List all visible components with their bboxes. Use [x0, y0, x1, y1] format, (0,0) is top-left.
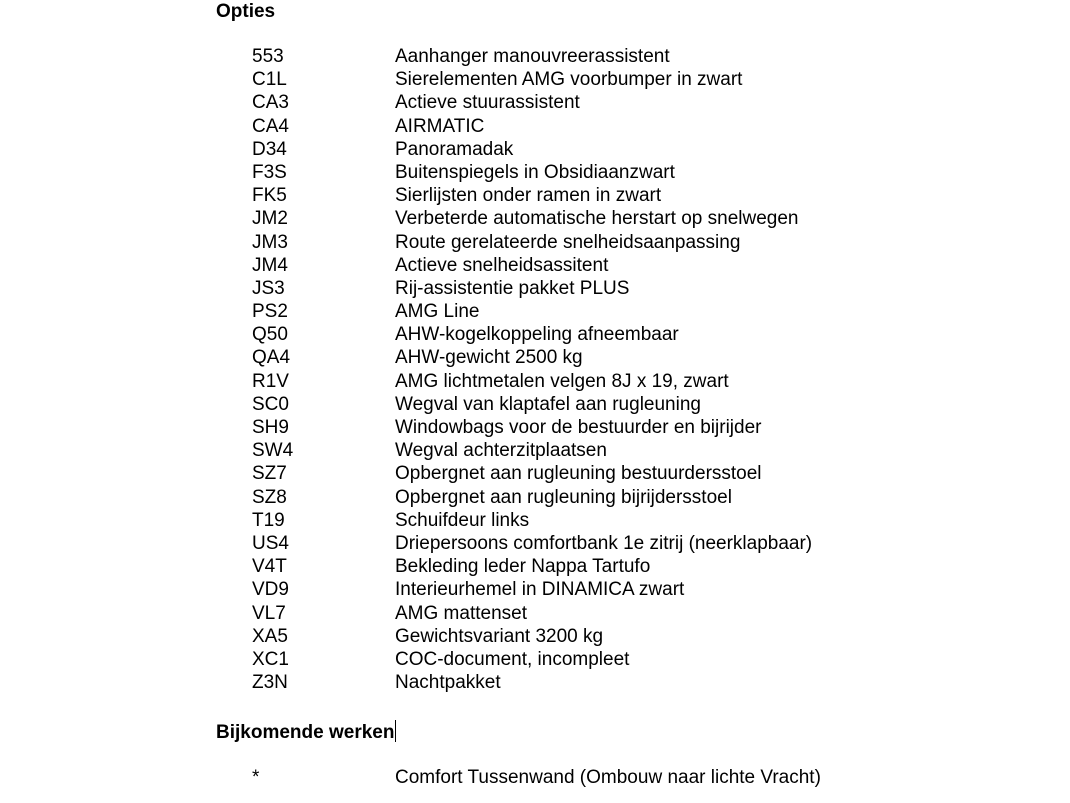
option-code: D34 [252, 138, 287, 160]
option-description: Driepersoons comfortbank 1e zitrij (neerklapbaar) [395, 532, 813, 554]
option-code: Q50 [252, 324, 288, 346]
option-description: Comfort Tussenwand (Ombouw naar lichte Vracht) [395, 767, 821, 788]
option-code: JM3 [252, 231, 288, 253]
option-description: Route gerelateerde snelheidsaanpassing [395, 231, 741, 253]
option-description: Sierlijsten onder ramen in zwart [395, 185, 662, 207]
option-code: XC1 [252, 648, 289, 670]
option-code: VD9 [252, 579, 289, 601]
option-code: JS3 [252, 277, 285, 299]
option-description: Sierelementen AMG voorbumper in zwart [395, 69, 743, 91]
option-code: CA3 [252, 92, 289, 114]
option-code: XA5 [252, 625, 288, 647]
option-code: QA4 [252, 347, 291, 369]
option-code: JM2 [252, 208, 288, 230]
option-code: CA4 [252, 115, 289, 137]
option-code: SZ7 [252, 463, 287, 485]
option-description: Nachtpakket [395, 672, 501, 694]
option-code: * [252, 767, 260, 788]
option-description: AIRMATIC [395, 115, 485, 137]
option-code: SC0 [252, 393, 289, 415]
option-description: Rij-assistentie pakket PLUS [395, 277, 630, 299]
option-description: AMG mattenset [395, 602, 527, 624]
option-description: Bekleding leder Nappa Tartufo [395, 556, 651, 578]
option-code: VL7 [252, 602, 286, 624]
option-code: Z3N [252, 672, 288, 694]
option-description: Opbergnet aan rugleuning bestuurdersstoel [395, 463, 762, 485]
option-code: SW4 [252, 440, 294, 462]
option-description: Verbeterde automatische herstart op snelwegen [395, 208, 799, 230]
option-code: 553 [252, 46, 284, 67]
extra-works-heading-text: Bijkomende werken [216, 722, 395, 743]
option-description: COC-document, incompleet [395, 648, 630, 670]
option-description: Actieve snelheidsassitent [395, 254, 609, 276]
option-description: Wegval achterzitplaatsen [395, 440, 607, 462]
option-description: AHW-kogelkoppeling afneembaar [395, 324, 679, 346]
option-code: SH9 [252, 417, 289, 438]
option-description: AHW-gewicht 2500 kg [395, 347, 583, 369]
option-code: SZ8 [252, 486, 287, 508]
option-code: V4T [252, 556, 287, 578]
option-code: F3S [252, 161, 287, 183]
option-description: Opbergnet aan rugleuning bijrijdersstoel [395, 486, 732, 508]
option-code: R1V [252, 370, 289, 392]
option-description: AMG Line [395, 301, 480, 323]
option-code: US4 [252, 532, 289, 554]
extra-works-heading [216, 720, 396, 744]
option-code: JM4 [252, 254, 288, 276]
options-heading: Opties [216, 1, 276, 22]
option-description: Gewichtsvariant 3200 kg [395, 625, 604, 647]
option-description: Aanhanger manouvreerassistent [395, 46, 670, 67]
option-code: T19 [252, 509, 285, 531]
option-description: AMG lichtmetalen velgen 8J x 19, zwart [395, 370, 729, 392]
option-description: Windowbags voor de bestuurder en bijrijder [395, 417, 762, 438]
option-description: Schuifdeur links [395, 509, 530, 531]
text-cursor [395, 720, 396, 742]
option-description: Actieve stuurassistent [395, 92, 580, 114]
option-description: Buitenspiegels in Obsidiaanzwart [395, 161, 675, 183]
option-description: Wegval van klaptafel aan rugleuning [395, 393, 701, 415]
option-code: C1L [252, 69, 287, 91]
option-code: FK5 [252, 185, 287, 207]
option-description: Interieurhemel in DINAMICA zwart [395, 579, 685, 601]
option-description: Panoramadak [395, 138, 514, 160]
option-code: PS2 [252, 301, 288, 323]
